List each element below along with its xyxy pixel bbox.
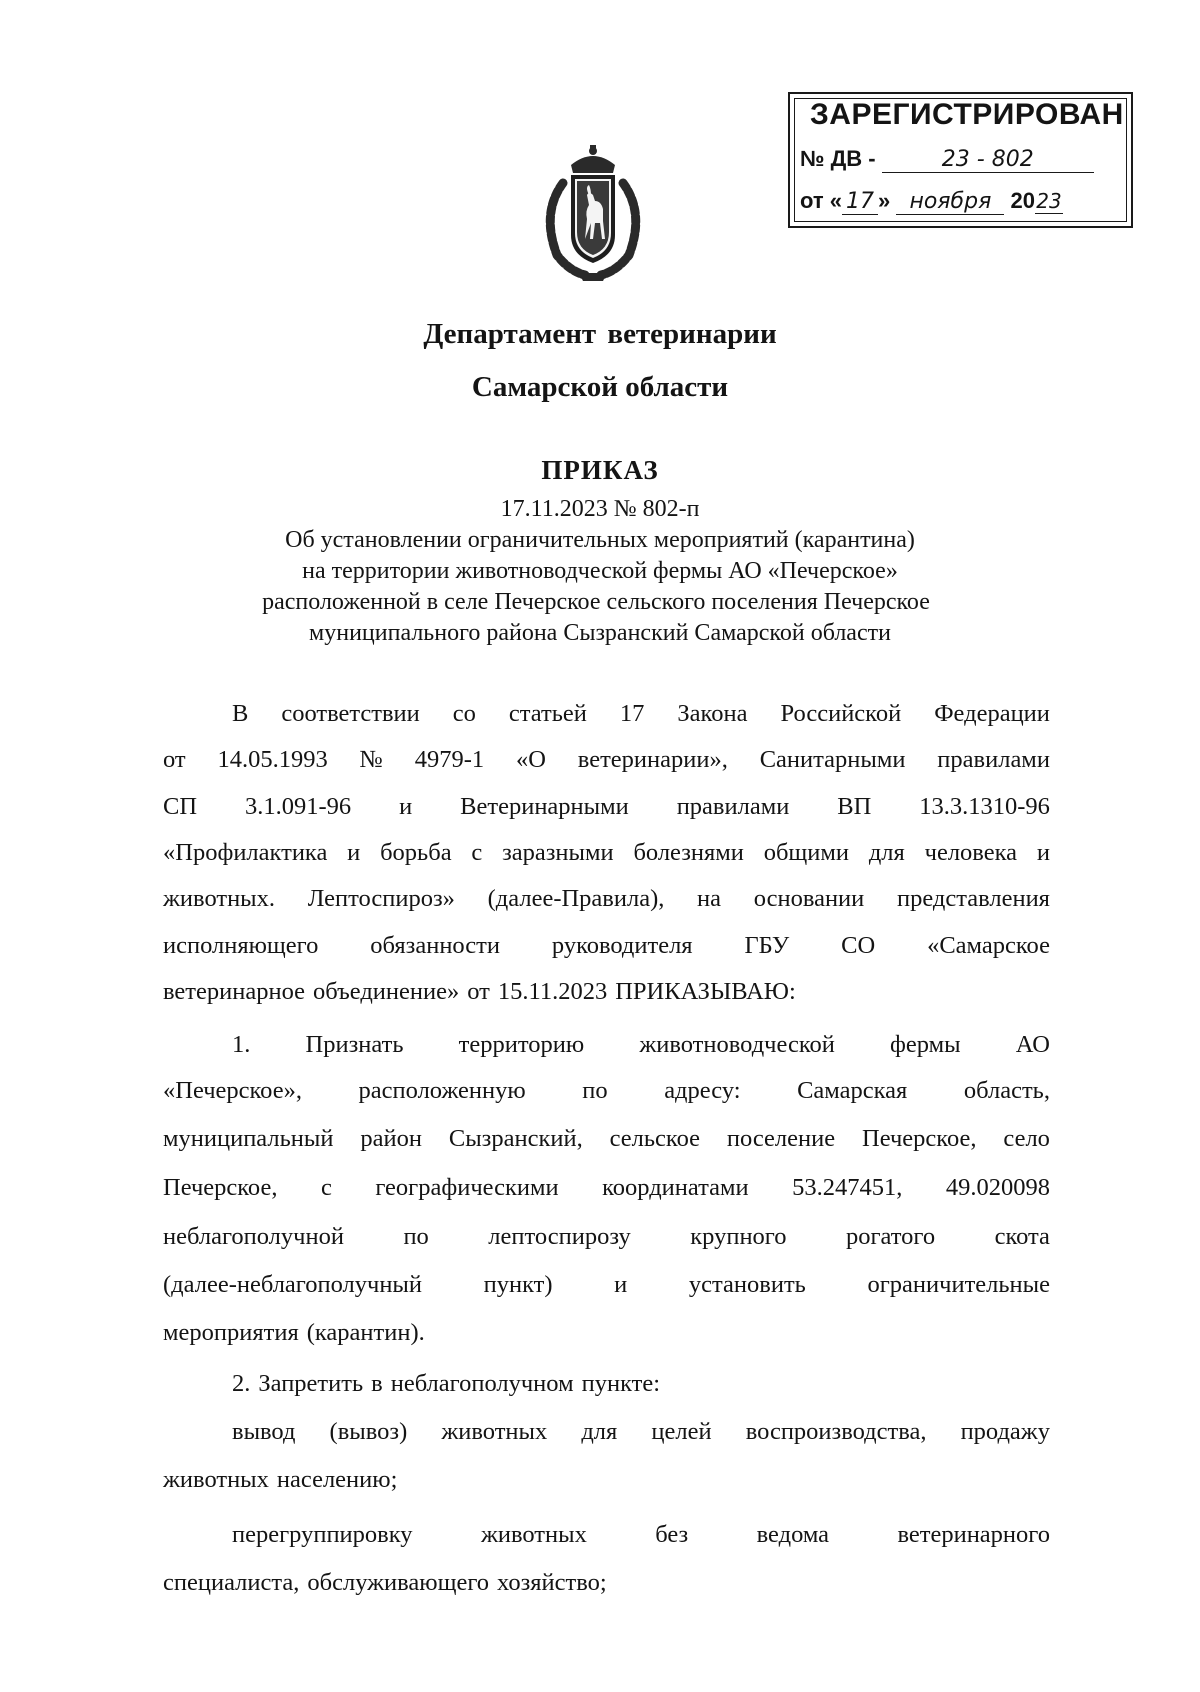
body-word: ГБУ — [744, 932, 790, 959]
stamp-number-prefix: № ДВ - — [800, 146, 876, 171]
body-word: В — [232, 700, 249, 727]
body-word: расположенную — [358, 1077, 526, 1104]
body-word: населению; — [276, 1466, 398, 1493]
body-word: АО — [1015, 1031, 1050, 1058]
stamp-date-line — [800, 188, 1063, 215]
body-word: скота — [994, 1223, 1050, 1250]
body-word: 13.3.1310-96 — [919, 793, 1050, 820]
body-word: «О — [516, 746, 546, 773]
body-word: неблагополучном — [390, 1370, 574, 1397]
body-word: и — [1036, 839, 1050, 866]
body-word: животноводческой — [639, 1031, 835, 1058]
body-word: 3.1.091-96 — [244, 793, 352, 820]
body-word: «Самарское — [927, 932, 1050, 959]
stamp-date-prefix: от « — [800, 188, 843, 213]
body-line — [163, 792, 1050, 822]
registration-stamp — [788, 92, 1133, 228]
body-word: общими — [763, 839, 850, 866]
body-word: лептоспирозу — [488, 1223, 631, 1250]
stamp-date-day: 17 — [842, 190, 878, 215]
body-line — [163, 1270, 1050, 1300]
body-line — [163, 1124, 1050, 1154]
body-word: (далее-неблагополучный — [163, 1271, 422, 1298]
body-word: правилами — [937, 746, 1050, 773]
stamp-number-value: 23 - 802 — [882, 148, 1094, 173]
body-word: 2. — [232, 1370, 251, 1397]
body-word: ветеринарного — [897, 1521, 1050, 1548]
body-word: пункт) — [483, 1271, 553, 1298]
body-word: по — [582, 1077, 608, 1104]
body-word: вывод — [232, 1418, 296, 1445]
body-word: руководителя — [551, 932, 693, 959]
body-word: ветеринарии», — [577, 746, 728, 773]
body-word: представления — [896, 885, 1050, 912]
body-word: специалиста, — [163, 1569, 300, 1596]
body-line — [163, 1318, 1050, 1348]
body-word: Признать — [305, 1031, 404, 1058]
body-word: СП — [163, 793, 198, 820]
body-word: Самарская — [797, 1077, 908, 1104]
stamp-date-mid: » — [878, 188, 891, 213]
body-word: для — [581, 1418, 618, 1445]
stamp-title: ЗАРЕГИСТРИРОВАН — [810, 98, 1124, 131]
body-word: животных — [480, 1521, 587, 1548]
body-word: животных — [163, 1466, 269, 1493]
body-line — [163, 1173, 1050, 1203]
body-word: Санитарными — [759, 746, 906, 773]
body-word: 14.05.1993 — [217, 746, 328, 773]
body-word: с — [320, 1174, 332, 1201]
body-word: № — [359, 746, 383, 773]
body-line — [232, 1417, 1050, 1447]
subject-line-1: Об установлении ограничительных мероприятий (карантина) — [285, 527, 915, 553]
body-word: СО — [841, 932, 876, 959]
document-date-number: 17.11.2023 № 802-п — [500, 496, 700, 522]
body-word: продажу — [960, 1418, 1050, 1445]
body-word: ПРИКАЗЫВАЮ: — [615, 978, 796, 1005]
body-word: сельское — [609, 1125, 701, 1152]
body-word: (вывоз) — [329, 1418, 408, 1445]
body-word: крупного — [690, 1223, 787, 1250]
body-word: на — [697, 885, 722, 912]
body-word: координатами — [602, 1174, 749, 1201]
body-line — [163, 1076, 1050, 1106]
body-word: ВП — [837, 793, 872, 820]
body-word: «Печерское», — [163, 1077, 302, 1104]
body-word: ведома — [756, 1521, 830, 1548]
body-word: и — [614, 1271, 628, 1298]
body-word: целей — [651, 1418, 712, 1445]
body-word: Сызранский, — [448, 1125, 583, 1152]
coat-of-arms-emblem — [533, 143, 653, 283]
body-word: борьба — [380, 839, 452, 866]
body-word: (далее-Правила), — [487, 885, 665, 912]
body-word: область, — [963, 1077, 1050, 1104]
body-word: установить — [688, 1271, 806, 1298]
body-word: 4979-1 — [414, 746, 485, 773]
department-title-line1: Департамент ветеринарии — [423, 318, 777, 350]
body-word: соответствии — [281, 700, 420, 727]
body-word: от — [163, 746, 186, 773]
body-line — [163, 977, 1050, 1007]
body-line — [232, 699, 1050, 729]
stamp-date-year-prefix: 20 — [1010, 188, 1035, 213]
stamp-date-month: ноября — [896, 190, 1004, 215]
body-word: от — [467, 978, 490, 1005]
body-word: село — [1003, 1125, 1050, 1152]
body-word: 15.11.2023 — [497, 978, 608, 1005]
body-word: ветеринарное — [163, 978, 306, 1005]
body-word: животных — [441, 1418, 548, 1445]
body-word: неблагополучной — [163, 1223, 344, 1250]
body-word: географическими — [375, 1174, 559, 1201]
department-title-line2: Самарской области — [471, 371, 729, 403]
body-word: территорию — [458, 1031, 585, 1058]
document-type-title: ПРИКАЗ — [541, 455, 659, 485]
body-word: статьей — [508, 700, 587, 727]
body-line — [163, 838, 1050, 868]
stamp-number-line — [800, 146, 1094, 173]
body-word: 53.247451, — [792, 1174, 903, 1201]
body-word: болезнями — [633, 839, 744, 866]
body-word: в — [371, 1370, 383, 1397]
body-line — [163, 745, 1050, 775]
subject-line-3: расположенной в селе Печерское сельского поселения Печерское — [262, 589, 930, 615]
body-word: «Профилактика — [163, 839, 328, 866]
body-word: Федерации — [934, 700, 1050, 727]
body-word: объединение» — [313, 978, 460, 1005]
body-word: Печерское, — [862, 1125, 977, 1152]
body-word: район — [360, 1125, 422, 1152]
body-line — [232, 1030, 1050, 1060]
body-word: для — [868, 839, 905, 866]
body-word: 1. — [232, 1031, 251, 1058]
body-word: с — [471, 839, 483, 866]
body-line — [163, 884, 1050, 914]
subject-line-2: на территории животноводческой фермы АО «Печерское» — [302, 558, 898, 584]
body-word: воспроизводства, — [745, 1418, 927, 1445]
body-line — [163, 1568, 1050, 1598]
body-word: 17 — [619, 700, 645, 727]
body-word: Российской — [780, 700, 902, 727]
body-line — [163, 1222, 1050, 1252]
body-word: и — [347, 839, 361, 866]
body-line — [232, 1369, 1050, 1399]
body-word: рогатого — [845, 1223, 936, 1250]
body-line — [232, 1520, 1050, 1550]
body-word: заразными — [502, 839, 614, 866]
body-word: Запретить — [258, 1370, 364, 1397]
body-word: правилами — [676, 793, 790, 820]
body-word: человека — [924, 839, 1018, 866]
body-word: основании — [753, 885, 865, 912]
body-word: фермы — [890, 1031, 961, 1058]
body-line — [163, 1465, 1050, 1495]
body-word: перегруппировку — [232, 1521, 413, 1548]
body-word: хозяйство; — [497, 1569, 607, 1596]
body-word: адресу: — [664, 1077, 741, 1104]
body-word: Печерское, — [163, 1174, 278, 1201]
body-word: Лептоспироз» — [307, 885, 455, 912]
body-word: со — [452, 700, 476, 727]
body-word: муниципальный — [163, 1125, 334, 1152]
body-word: ограничительные — [867, 1271, 1050, 1298]
body-word: и — [399, 793, 413, 820]
body-line — [163, 931, 1050, 961]
stamp-date-year-suffix: 23 — [1036, 189, 1062, 213]
body-word: обслуживающего — [307, 1569, 490, 1596]
body-word: по — [403, 1223, 429, 1250]
body-word: исполняющего — [163, 932, 319, 959]
body-word: животных. — [163, 885, 276, 912]
body-word: пункте: — [581, 1370, 661, 1397]
body-word: поселение — [726, 1125, 836, 1152]
body-word: обязанности — [370, 932, 500, 959]
body-word: без — [655, 1521, 689, 1548]
body-word: Закона — [677, 700, 748, 727]
body-word: Ветеринарными — [460, 793, 629, 820]
subject-line-4: муниципального района Сызранский Самарской области — [309, 620, 891, 646]
body-word: мероприятия — [163, 1319, 299, 1346]
body-word: (карантин). — [306, 1319, 425, 1346]
body-word: 49.020098 — [945, 1174, 1050, 1201]
